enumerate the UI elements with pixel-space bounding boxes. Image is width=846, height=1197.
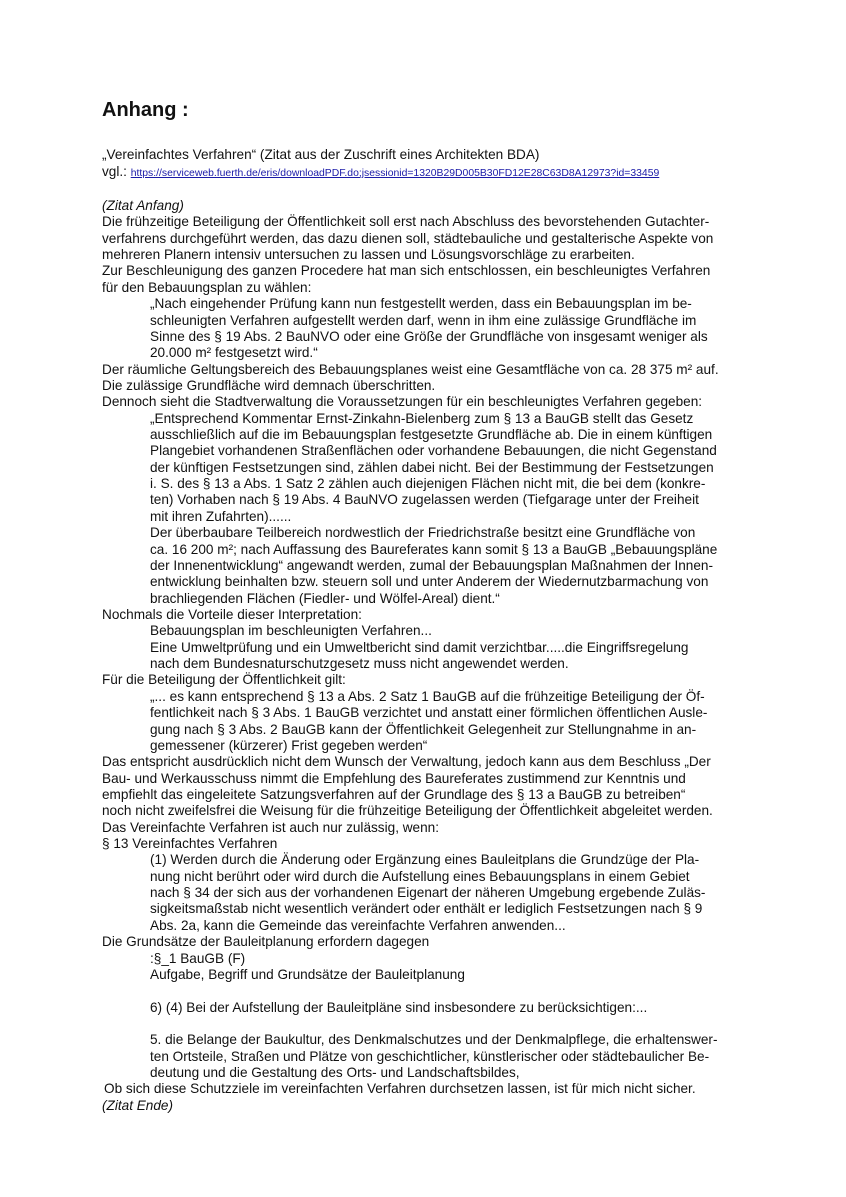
text-line: Abs. 2a, kann die Gemeinde das vereinfachte Verfahren anwenden... xyxy=(150,917,566,933)
text-line: Sinne des § 19 Abs. 2 BauNVO oder eine Größe der Grundfläche von insgesamt weniger als xyxy=(150,328,708,344)
text-line: „... es kann entsprechend § 13 a Abs. 2 Satz 1 BauGB auf die frühzeitige Beteiligung der Öf- xyxy=(150,688,705,704)
text-line: gemessener (kürzerer) Frist gegeben werden“ xyxy=(150,737,428,753)
text-line: „Nach eingehender Prüfung kann nun festgestellt werden, dass ein Bebauungsplan im be- xyxy=(150,296,692,312)
text-line: (Zitat Ende) xyxy=(102,1097,174,1113)
text-line: nach dem Bundesnaturschutzgesetz muss nicht angewendet werden. xyxy=(150,656,569,672)
text-line: der künftigen Festsetzungen sind, zählen dabei nicht. Bei der Bestimmung der Festsetzungen xyxy=(150,459,714,475)
text-line: Die Grundsätze der Bauleitplanung erfordern dagegen xyxy=(102,934,430,950)
text-line: § 13 Vereinfachtes Verfahren xyxy=(102,836,278,852)
blank-line xyxy=(102,983,762,999)
blank-line xyxy=(102,1016,762,1032)
text-line: brachliegenden Flächen (Fiedler- und Wölfel-Areal) dient.“ xyxy=(150,590,500,606)
text-line: mehreren Planern intensiv untersuchen zu lassen und Lösungsvorschläge zu erarbeiten. xyxy=(102,247,635,263)
text-line: Das entspricht ausdrücklich nicht dem Wunsch der Verwaltung, jedoch kann aus dem Beschluss „Der xyxy=(102,754,711,770)
text-line: Ob sich diese Schutzziele im vereinfachten Verfahren durchsetzen lassen, ist für mich nicht sicher. xyxy=(104,1081,696,1097)
text-line: ten) Vorhaben nach § 19 Abs. 4 BauNVO zugelassen werden (Tiefgarage unter der Freiheit xyxy=(150,492,699,508)
text-line: entwicklung beinhalten bzw. steuern soll und unter Anderem der Wiedernutzbarmachung von xyxy=(150,574,709,590)
text-line: Dennoch sieht die Stadtverwaltung die Voraussetzungen für ein beschleunigtes Verfahren gegeben: xyxy=(102,394,703,410)
source-link[interactable]: https://serviceweb.fuerth.de/eris/downloadPDF.do;jsessionid=1320B29D005B30FD12E28C63D8A12973?id=33459 xyxy=(130,168,660,179)
text-line: Zur Beschleunigung des ganzen Procedere hat man sich entschlossen, ein beschleunigtes Verfahren xyxy=(102,263,711,279)
text-line: ca. 16 200 m²; nach Auffassung des Baureferates kann somit § 13 a BauGB „Bebauungspläne xyxy=(150,541,718,557)
text-line: Bau- und Werkausschuss nimmt die Empfehlung des Baureferates zustimmend zur Kenntnis und xyxy=(102,770,686,786)
text-line: :§_1 BauGB (F) xyxy=(150,950,246,966)
text-line: der Innenentwicklung“ angewandt werden, zumal der Bebauungsplan Maßnahmen der Innen- xyxy=(150,557,713,573)
text-line: Die zulässige Grundfläche wird demnach überschritten. xyxy=(102,377,436,393)
quoted-text-body xyxy=(102,198,762,1114)
text-line: fentlichkeit nach § 3 Abs. 1 BauGB verzichtet und anstatt einer förmlichen öffentlichen Ausle- xyxy=(150,705,708,721)
page-title: Anhang : xyxy=(102,99,189,121)
text-line: Aufgabe, Begriff und Grundsätze der Bauleitplanung xyxy=(150,966,465,982)
text-line: 6) (4) Bei der Aufstellung der Bauleitpläne sind insbesondere zu berücksichtigen:... xyxy=(150,999,648,1015)
text-line: noch nicht zweifelsfrei die Weisung für die frühzeitige Beteiligung der Öffentlichkeit abgeleitet werden. xyxy=(102,803,713,819)
text-line: Eine Umweltprüfung und ein Umweltbericht sind damit verzichtbar.....die Eingriffsregelung xyxy=(150,639,689,655)
text-line: mit ihren Zufahrten)...... xyxy=(150,508,292,524)
text-line: (Zitat Anfang) xyxy=(102,198,184,213)
text-line: Der überbaubare Teilbereich nordwestlich der Friedrichstraße besitzt eine Grundfläche von xyxy=(150,525,696,541)
text-line: für den Bebauungsplan zu wählen: xyxy=(102,279,312,295)
text-line: nung nicht berührt oder wird durch die Aufstellung eines Bebauungsplans in einem Gebiet xyxy=(150,868,690,884)
text-line: ausschließlich auf die im Bebauungsplan festgesetzte Grundfläche ab. Die in einem künftigen xyxy=(150,427,713,443)
text-line: Für die Beteiligung der Öffentlichkeit gilt: xyxy=(102,672,346,688)
reference-line xyxy=(102,164,659,179)
text-line: ten Ortsteile, Straßen und Plätze von geschichtlicher, künstlerischer oder städtebaulicher Be- xyxy=(150,1048,710,1064)
reference-prefix: vgl.: xyxy=(102,164,131,179)
text-line: schleunigten Verfahren aufgestellt werden darf, wenn in ihm eine zulässige Grundfläche im xyxy=(150,312,697,328)
text-line: Das Vereinfachte Verfahren ist auch nur zulässig, wenn: xyxy=(102,819,440,835)
text-line: Plangebiet vorhandenen Straßenflächen oder vorhandene Bebauungen, die nicht Gegenstand xyxy=(150,443,717,459)
text-line: (1) Werden durch die Änderung oder Ergänzung eines Bauleitplans die Grundzüge der Pla- xyxy=(150,852,700,868)
text-line: Die frühzeitige Beteiligung der Öffentlichkeit soll erst nach Abschluss des bevorstehenden Gutachter- xyxy=(102,214,710,230)
text-line: gung nach § 3 Abs. 2 BauGB kann der Öffentlichkeit Gelegenheit zur Stellungnahme in an- xyxy=(150,721,697,737)
text-line: „Entsprechend Kommentar Ernst-Zinkahn-Bielenberg zum § 13 a BauGB stellt das Gesetz xyxy=(150,410,694,426)
text-line: nach § 34 der sich aus der vorhandenen Eigenart der näheren Umgebung ergebende Zuläs- xyxy=(150,885,706,901)
text-line: 5. die Belange der Baukultur, des Denkmalschutzes und der Denkmalpflege, die erhaltenswer- xyxy=(150,1032,718,1048)
text-line: i. S. des § 13 a Abs. 1 Satz 2 zählen auch diejenigen Flächen nicht mit, die bei dem (konkre- xyxy=(150,476,706,492)
subtitle: „Vereinfachtes Verfahren“ (Zitat aus der Zuschrift eines Architekten BDA) xyxy=(102,147,540,162)
text-line: Der räumliche Geltungsbereich des Bebauungsplanes weist eine Gesamtfläche von ca. 28 375 m² auf. xyxy=(102,361,719,377)
text-line: Nochmals die Vorteile dieser Interpretation: xyxy=(102,606,362,622)
text-line: 20.000 m² festgesetzt wird.“ xyxy=(150,345,318,361)
text-line: Bebauungsplan im beschleunigten Verfahren... xyxy=(150,623,432,639)
text-line: deutung und die Gestaltung des Orts- und Landschaftsbildes, xyxy=(150,1065,520,1081)
text-line: empfiehlt das eingeleitete Satzungsverfahren auf der Grundlage des § 13 a BauGB zu betreiben“ xyxy=(102,786,686,802)
text-line: verfahrens durchgeführt werden, das dazu dienen soll, städtebauliche und gestalterische Aspekte von xyxy=(102,230,714,246)
text-line: sigkeitsmaßstab nicht wesentlich verändert oder enthält er lediglich Festsetzungen nach § 9 xyxy=(150,901,703,917)
